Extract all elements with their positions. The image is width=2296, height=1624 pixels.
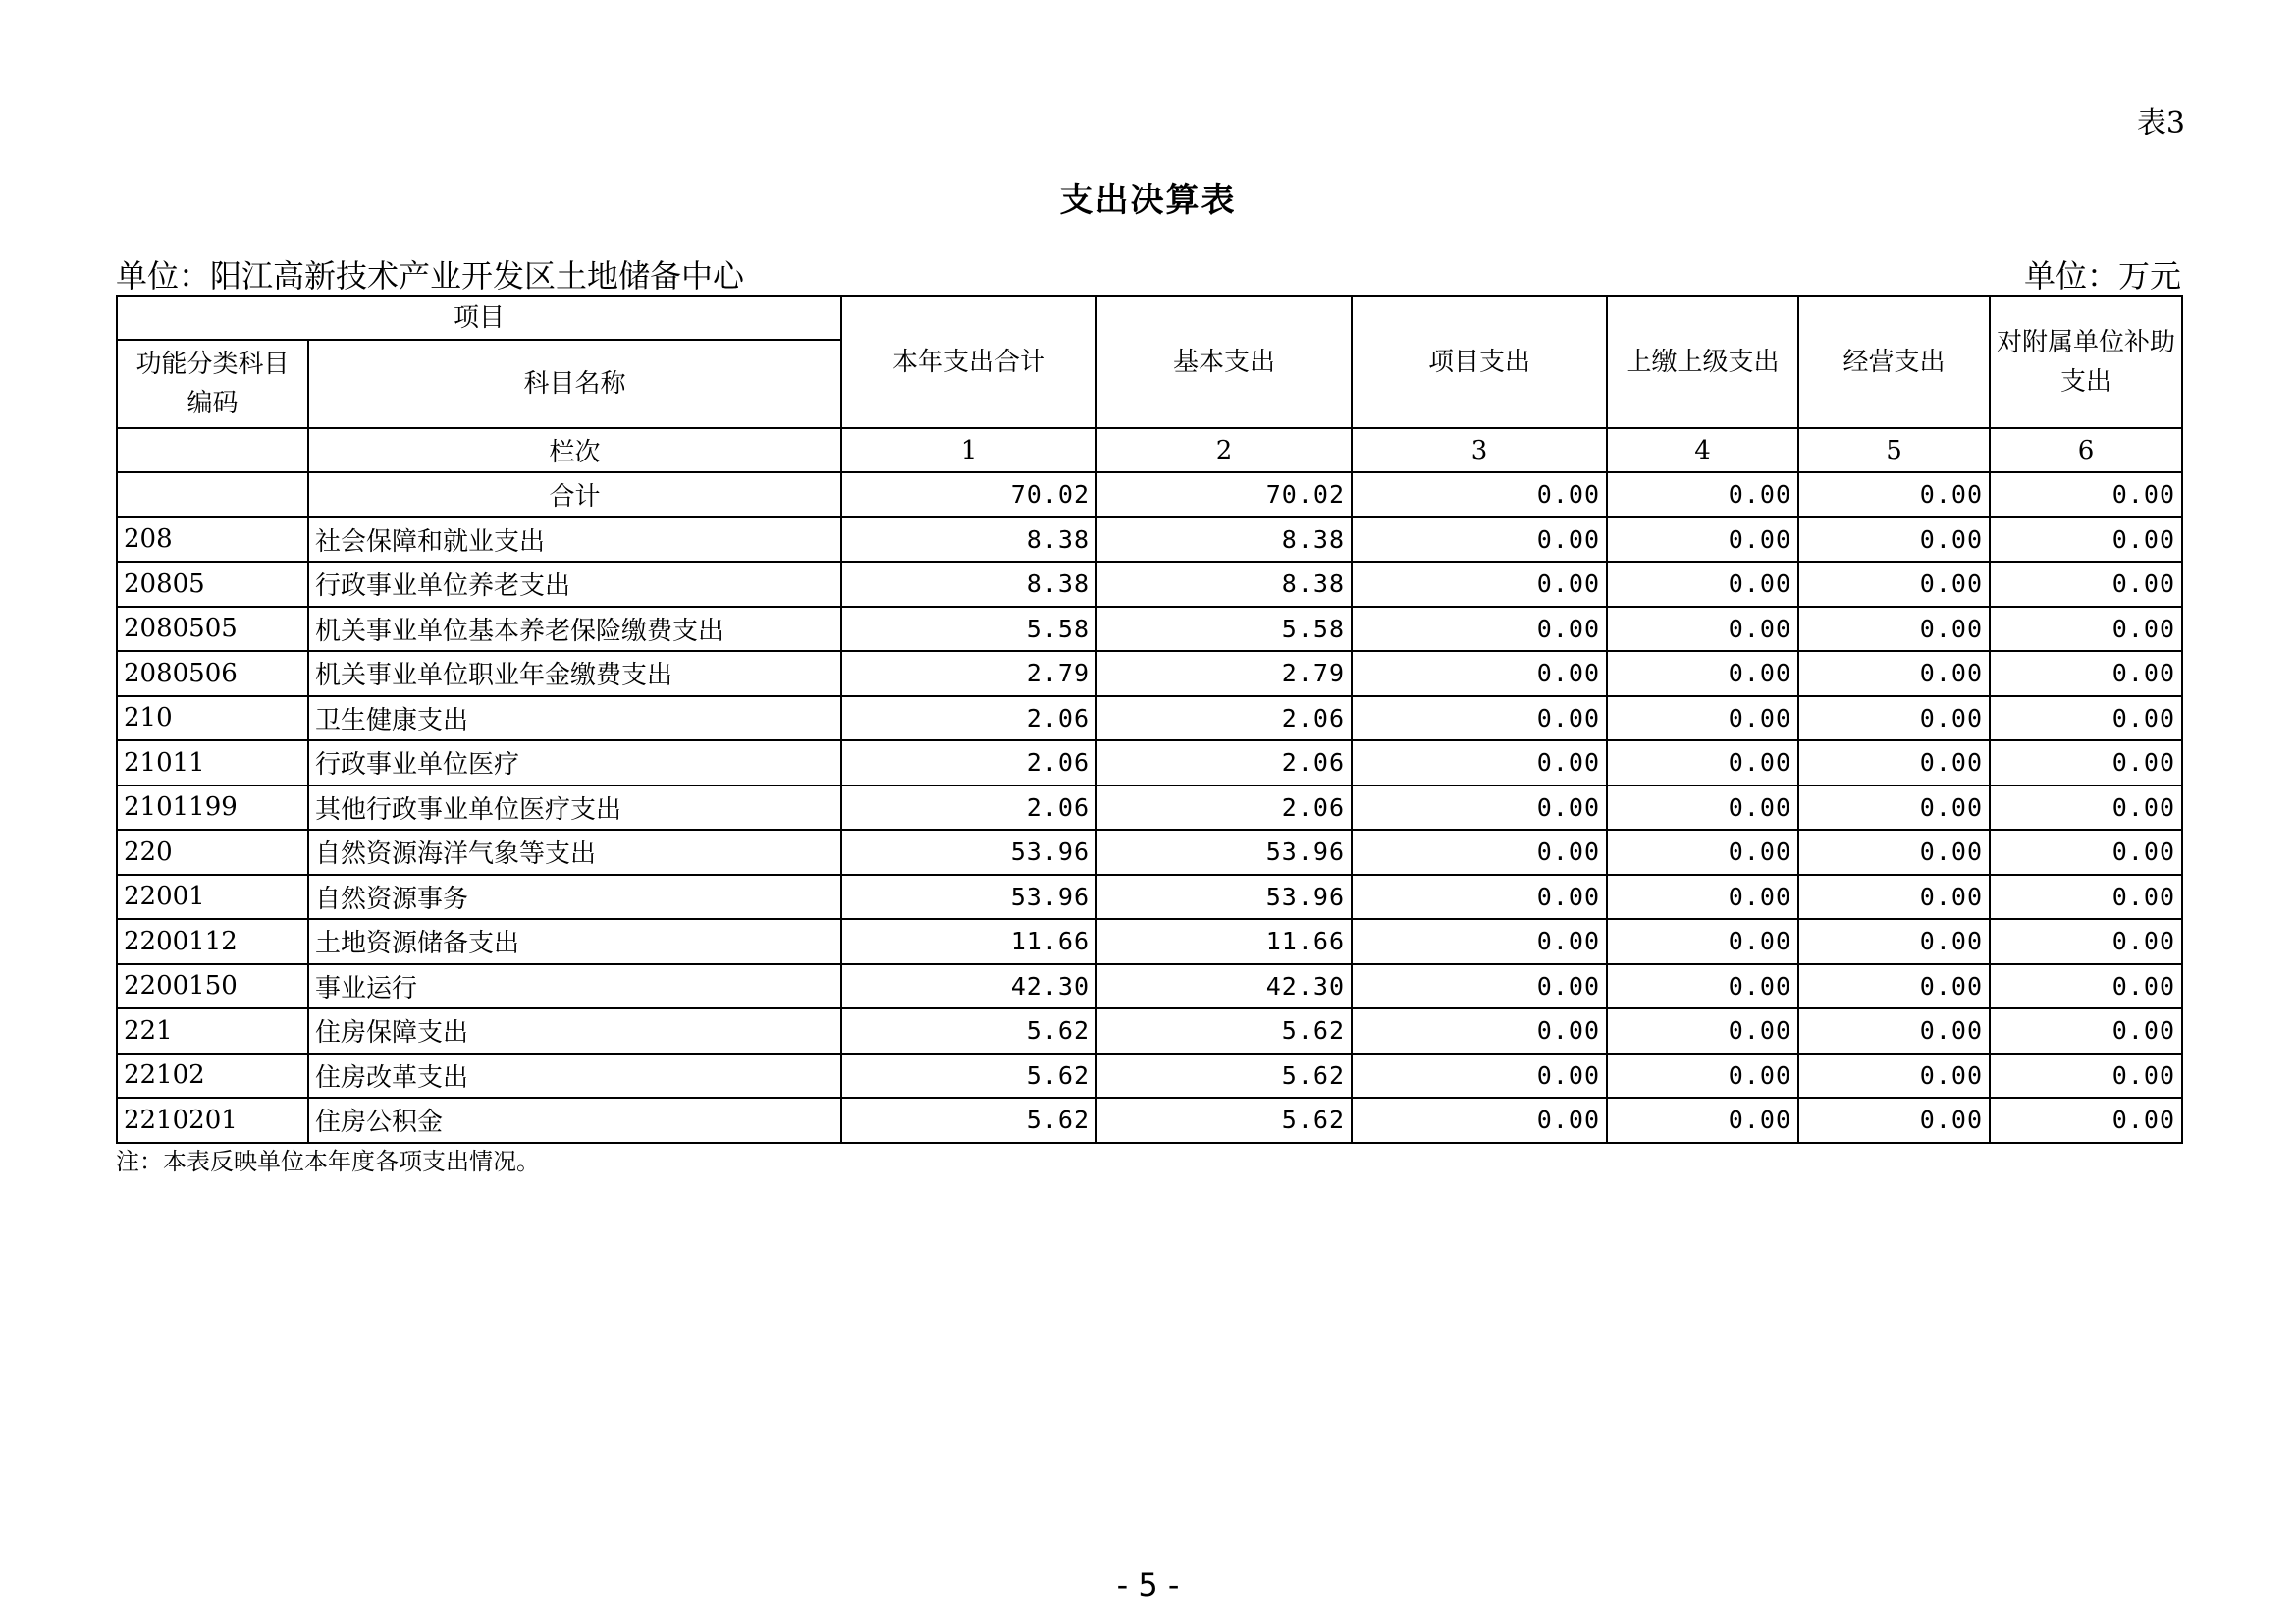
row-value: 0.00 [1990,517,2182,563]
row-value: 0.00 [1990,740,2182,785]
row-value: 0.00 [1607,562,1798,607]
row-value: 0.00 [1798,562,1990,607]
row-value: 0.00 [1798,830,1990,875]
row-value: 2.79 [841,651,1096,696]
row-value: 0.00 [1607,785,1798,831]
row-value: 0.00 [1990,964,2182,1009]
row-value: 0.00 [1352,607,1607,652]
index-label: 栏次 [308,428,841,472]
row-value: 0.00 [1607,651,1798,696]
row-value: 0.00 [1798,740,1990,785]
table-row [117,740,2182,785]
header-upper: 上缴上级支出 [1607,296,1798,428]
row-value: 0.00 [1990,830,2182,875]
total-value: 0.00 [1990,472,2182,517]
row-value: 5.62 [1096,1054,1352,1099]
row-value: 0.00 [1607,517,1798,563]
row-value: 0.00 [1798,1054,1990,1099]
header-basic: 基本支出 [1096,296,1352,428]
header-total: 本年支出合计 [841,296,1096,428]
row-name: 事业运行 [308,964,841,1009]
row-value: 0.00 [1990,785,2182,831]
index-number: 2 [1096,428,1352,472]
row-value: 0.00 [1990,875,2182,920]
table-row [117,562,2182,607]
row-value: 0.00 [1990,1008,2182,1054]
row-code: 220 [117,830,308,875]
row-value: 42.30 [1096,964,1352,1009]
row-value: 0.00 [1990,1054,2182,1099]
row-value: 5.62 [841,1098,1096,1143]
table-row [117,875,2182,920]
table-row [117,696,2182,741]
row-code: 210 [117,696,308,741]
row-value: 8.38 [841,517,1096,563]
row-value: 0.00 [1607,830,1798,875]
row-value: 0.00 [1352,830,1607,875]
row-value: 5.62 [841,1008,1096,1054]
total-code-cell [117,472,308,517]
table-row [117,517,2182,563]
row-value: 8.38 [841,562,1096,607]
table-row [117,964,2182,1009]
row-value: 8.38 [1096,562,1352,607]
row-value: 0.00 [1798,875,1990,920]
row-name: 社会保障和就业支出 [308,517,841,563]
row-name: 自然资源事务 [308,875,841,920]
row-value: 0.00 [1798,964,1990,1009]
table-row [117,785,2182,831]
row-name: 卫生健康支出 [308,696,841,741]
table-note: 注：本表反映单位本年度各项支出情况。 [116,1148,540,1175]
row-value: 0.00 [1607,1008,1798,1054]
row-code: 2200150 [117,964,308,1009]
total-row [117,472,2182,517]
row-value: 0.00 [1798,607,1990,652]
header-subsidy: 对附属单位补助支出 [1990,296,2182,428]
row-value: 0.00 [1990,562,2182,607]
row-value: 0.00 [1607,607,1798,652]
table-label: 表3 [2136,106,2185,140]
row-value: 0.00 [1607,696,1798,741]
row-code: 22001 [117,875,308,920]
row-name: 行政事业单位养老支出 [308,562,841,607]
row-value: 2.06 [841,740,1096,785]
row-value: 53.96 [1096,875,1352,920]
total-value: 0.00 [1607,472,1798,517]
row-value: 53.96 [841,830,1096,875]
row-value: 0.00 [1607,740,1798,785]
row-value: 0.00 [1352,875,1607,920]
total-value: 70.02 [1096,472,1352,517]
row-code: 2080506 [117,651,308,696]
row-value: 0.00 [1352,696,1607,741]
row-value: 0.00 [1352,562,1607,607]
row-value: 11.66 [1096,919,1352,964]
index-number: 5 [1798,428,1990,472]
unit-organization: 单位：阳江高新技术产业开发区土地储备中心 [116,257,745,295]
row-value: 0.00 [1607,1054,1798,1099]
row-name: 机关事业单位基本养老保险缴费支出 [308,607,841,652]
total-value: 70.02 [841,472,1096,517]
expenditure-table [116,295,2183,1144]
row-code: 208 [117,517,308,563]
row-value: 2.06 [841,696,1096,741]
row-value: 0.00 [1990,651,2182,696]
row-value: 0.00 [1798,696,1990,741]
row-value: 0.00 [1607,964,1798,1009]
table-row [117,607,2182,652]
document-title: 支出决算表 [1059,181,1237,220]
row-name: 机关事业单位职业年金缴费支出 [308,651,841,696]
row-value: 2.79 [1096,651,1352,696]
row-code: 2080505 [117,607,308,652]
row-name: 土地资源储备支出 [308,919,841,964]
table-row [117,919,2182,964]
row-value: 2.06 [1096,740,1352,785]
row-value: 0.00 [1607,875,1798,920]
row-value: 2.06 [841,785,1096,831]
row-value: 0.00 [1352,517,1607,563]
row-value: 0.00 [1352,1008,1607,1054]
row-value: 0.00 [1990,919,2182,964]
row-value: 0.00 [1798,1008,1990,1054]
row-value: 0.00 [1352,740,1607,785]
row-value: 0.00 [1798,1098,1990,1143]
row-code: 2200112 [117,919,308,964]
row-code: 2210201 [117,1098,308,1143]
row-value: 42.30 [841,964,1096,1009]
row-value: 5.58 [841,607,1096,652]
row-value: 5.62 [1096,1098,1352,1143]
index-number: 1 [841,428,1096,472]
header-project: 项目支出 [1352,296,1607,428]
row-value: 0.00 [1798,517,1990,563]
header-project-group: 项目 [117,296,841,340]
total-label: 合计 [308,472,841,517]
row-value: 5.58 [1096,607,1352,652]
row-code: 22102 [117,1054,308,1099]
row-value: 53.96 [841,875,1096,920]
row-value: 0.00 [1798,785,1990,831]
row-code: 221 [117,1008,308,1054]
row-value: 2.06 [1096,785,1352,831]
row-value: 0.00 [1352,1054,1607,1099]
header-code: 功能分类科目编码 [117,340,308,428]
row-value: 0.00 [1352,785,1607,831]
total-value: 0.00 [1352,472,1607,517]
row-value: 5.62 [1096,1008,1352,1054]
table-row [117,1098,2182,1143]
index-number: 3 [1352,428,1607,472]
table-row [117,651,2182,696]
row-value: 0.00 [1798,651,1990,696]
row-code: 21011 [117,740,308,785]
table-row [117,1008,2182,1054]
table-row [117,1054,2182,1099]
page-number: - 5 - [1116,1566,1180,1603]
row-value: 5.62 [841,1054,1096,1099]
row-value: 0.00 [1607,919,1798,964]
header-business: 经营支出 [1798,296,1990,428]
row-name: 其他行政事业单位医疗支出 [308,785,841,831]
row-name: 住房改革支出 [308,1054,841,1099]
table-row [117,830,2182,875]
row-value: 0.00 [1990,1098,2182,1143]
row-value: 0.00 [1352,964,1607,1009]
row-name: 行政事业单位医疗 [308,740,841,785]
header-name: 科目名称 [308,340,841,428]
row-name: 住房保障支出 [308,1008,841,1054]
row-value: 0.00 [1352,919,1607,964]
row-value: 53.96 [1096,830,1352,875]
row-value: 0.00 [1990,696,2182,741]
row-name: 住房公积金 [308,1098,841,1143]
index-code-cell [117,428,308,472]
index-number: 4 [1607,428,1798,472]
index-number: 6 [1990,428,2182,472]
row-value: 8.38 [1096,517,1352,563]
row-code: 20805 [117,562,308,607]
row-value: 2.06 [1096,696,1352,741]
row-value: 0.00 [1352,651,1607,696]
row-name: 自然资源海洋气象等支出 [308,830,841,875]
row-value: 0.00 [1990,607,2182,652]
row-value: 11.66 [841,919,1096,964]
unit-currency: 单位：万元 [2023,257,2181,295]
total-value: 0.00 [1798,472,1990,517]
row-value: 0.00 [1798,919,1990,964]
row-value: 0.00 [1352,1098,1607,1143]
row-value: 0.00 [1607,1098,1798,1143]
row-code: 2101199 [117,785,308,831]
